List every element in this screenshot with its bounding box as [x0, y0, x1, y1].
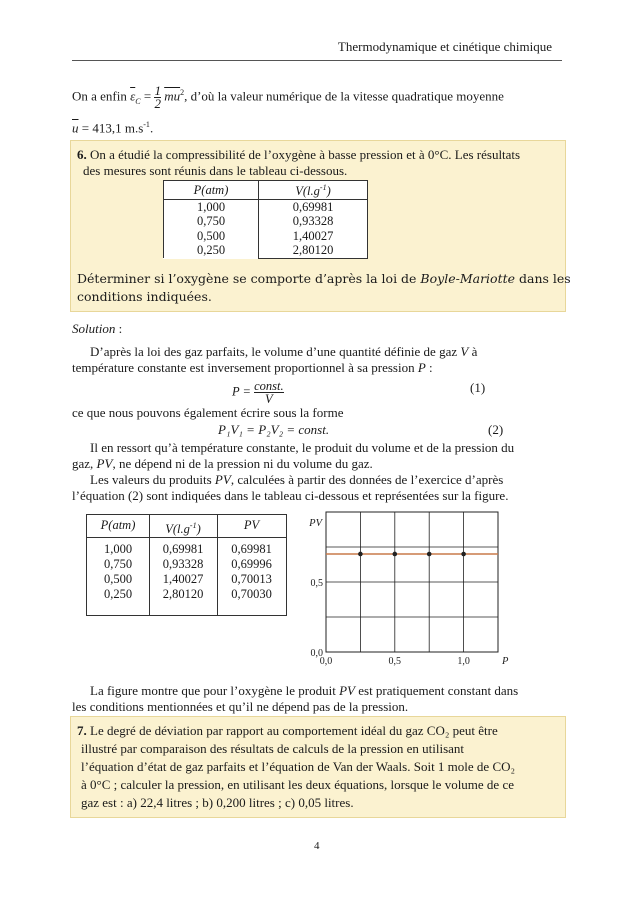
p-value: 0,750	[196, 214, 226, 229]
solution-colon: :	[115, 321, 123, 336]
mu-term: $\overline{mu}$	[164, 88, 181, 104]
header-v-exp: -1	[319, 183, 327, 192]
y-tick-label: 0,0	[310, 648, 323, 659]
page-number: 4	[314, 840, 320, 852]
page-header: Thermodynamique et cinétique chimique	[337, 39, 552, 54]
v-value: 0,69981	[162, 542, 204, 556]
conclusion-line-2: les conditions mentionnées et qu’il ne dépend pas de la pression.	[72, 699, 409, 714]
p-value: 1,000	[196, 199, 226, 214]
table-row	[164, 199, 368, 258]
header-v-end: )	[326, 184, 331, 199]
intro-suffix: , d’où la valeur numérique de la vitesse quadratique moyenne	[184, 88, 504, 104]
v-value: 2,80120	[292, 243, 334, 258]
eq1-lhs: P =	[232, 384, 251, 399]
q6-text-3b: dans les	[515, 271, 571, 286]
p-value: 1,000	[103, 542, 133, 556]
data-point	[427, 552, 432, 557]
x-tick-label: 0,5	[388, 656, 402, 667]
table-header-p: P(atm)	[164, 181, 259, 200]
q7-line-3: l’équation d’état de gaz parfaits et l’équation de Van der Waals. Soit 1 mole de CO₂	[81, 759, 516, 774]
pv-header-v	[149, 518, 217, 537]
concl-text-1b: est pratiquement constant dans	[354, 683, 519, 698]
law-name: Boyle-Mariotte	[420, 271, 516, 286]
sol-text-5a: gaz,	[72, 456, 97, 471]
q7-line-2: illustré par comparaison des résultats de calculs de la pression en utilisant	[81, 741, 465, 756]
q6-text-1: On a étudié la compressibilité de l’oxygène à basse pression et à 0°C. Les résultats	[86, 147, 521, 162]
solution-para-6	[90, 472, 584, 488]
x-tick-label: 0,0	[319, 656, 333, 667]
intro-line-2	[72, 117, 566, 136]
q6-data-table	[163, 180, 368, 259]
pv-value: 0,69981	[231, 542, 272, 556]
solution-para-3: ce que nous pouvons également écrire sous la forme	[72, 405, 344, 420]
sol-text-1a: D’après la loi des gaz parfaits, le volume d’une quantité définie de gaz	[90, 344, 461, 359]
concl-text-1a: La figure montre que pour l’oxygène le produit	[90, 683, 340, 698]
y-axis-label: PV	[309, 518, 322, 529]
solution-para-4: Il en ressort qu’à température constante, le produit du volume et de la pression du	[90, 440, 515, 455]
conclusion-line-1	[90, 683, 584, 699]
solution-label: Solution	[72, 321, 116, 336]
pv-header-pv: PV	[243, 518, 260, 532]
sol-var-v: V	[460, 344, 469, 359]
mu-square: 2	[180, 88, 185, 98]
u-value: = 413,1 m.s	[81, 120, 144, 136]
solution-para-7: l’équation (2) sont indiquées dans le tableau ci-dessous et représentées sur la figure.	[72, 488, 509, 503]
pv-value: 0,70030	[231, 587, 272, 601]
pv-header-v-end: )	[196, 522, 201, 537]
v-value: 0,93328	[292, 214, 334, 229]
pv-header-p: P(atm)	[100, 518, 136, 532]
intro-eq: =	[143, 88, 152, 104]
p-value: 0,500	[103, 572, 133, 586]
q6-line-1	[77, 147, 520, 163]
q7-line-5: gaz est : a) 22,4 litres ; b) 0,200 litres ; c) 0,05 litres.	[81, 795, 354, 810]
table-cell-p	[164, 199, 259, 258]
solution-label-line	[72, 321, 566, 337]
intro-prefix: On a enfin	[72, 88, 127, 104]
p-value: 0,500	[196, 228, 226, 243]
u-exponent: -1	[143, 120, 150, 129]
eq1-fraction	[254, 380, 284, 405]
pv-column-pv	[217, 542, 286, 602]
ec-symbol: $\overline{\varepsilon}$	[130, 88, 136, 104]
y-tick-label: 0,5	[310, 578, 323, 589]
fraction-denominator: 2	[154, 96, 161, 111]
v-value: 1,40027	[292, 228, 334, 243]
sol-text-1b: à	[468, 344, 478, 359]
concl-var-pv: PV	[339, 683, 355, 698]
q6-line-2: des mesures sont réunis dans le tableau ci-dessous.	[83, 163, 348, 178]
pv-table	[86, 514, 287, 616]
sol-var-pv: PV	[96, 456, 113, 471]
intro-line-1	[72, 85, 566, 110]
solution-para-1	[90, 344, 584, 360]
v-value: 0,93328	[162, 557, 204, 571]
v-value: 0,69981	[292, 199, 334, 214]
p-value: 0,750	[103, 557, 133, 571]
intro-fraction	[154, 85, 161, 110]
sol-text-2a: température constante est inversement proportionnel à sa pression	[72, 360, 418, 375]
v-value: 1,40027	[162, 572, 204, 586]
equation-1-number: (1)	[470, 380, 486, 395]
data-point	[358, 552, 363, 557]
equation-1	[232, 380, 284, 405]
solution-para-5	[72, 456, 566, 472]
equation-2-number: (2)	[488, 422, 504, 437]
q7-line-1	[77, 723, 498, 739]
equation-2: P₁V₁ = P₂V₂ = const.	[218, 422, 330, 437]
ec-sub: C	[135, 97, 141, 107]
data-point	[461, 552, 466, 557]
solution-para-2	[72, 360, 566, 376]
sol-text-5b: , ne dépend ni de la pression ni du volume du gaz.	[112, 456, 373, 471]
sol-text-6b: , calculées à partir des données de l’exercice d’après	[230, 472, 504, 487]
q7-line-4: à 0°C ; calculer la pression, en utilisant les deux équations, lorsque le volume de ce	[81, 777, 514, 792]
table-header-row	[164, 181, 368, 200]
u-end: .	[149, 120, 154, 136]
sol-var-pv-2: PV	[214, 472, 231, 487]
sol-text-2b: :	[425, 360, 433, 375]
question-7-box	[70, 716, 566, 818]
q6-text-3a: Déterminer si l’oxygène se comporte d’après la loi de	[77, 271, 421, 286]
eq1-numerator: const.	[254, 379, 284, 393]
q6-number: 6.	[77, 147, 87, 162]
pv-value: 0,70013	[231, 572, 272, 586]
sol-var-p: P	[417, 360, 426, 375]
q7-number: 7.	[77, 723, 87, 738]
v-value: 2,80120	[162, 587, 204, 601]
sol-text-6a: Les valeurs du produits	[90, 472, 215, 487]
q6-line-4: conditions indiquées.	[77, 289, 212, 304]
p-value: 0,250	[196, 243, 226, 258]
pv-chart	[300, 506, 510, 672]
table-header-v	[259, 181, 368, 200]
q6-line-3	[77, 271, 571, 287]
p-value: 0,250	[103, 587, 133, 601]
header-v-text: V(l.g	[295, 184, 320, 199]
pv-value: 0,69996	[231, 557, 272, 571]
x-tick-label: 1,0	[457, 656, 470, 667]
table-cell-v	[259, 199, 368, 258]
fraction-numerator: 1	[154, 83, 161, 98]
header-rule	[72, 60, 562, 61]
u-symbol: $\overline{u}$	[72, 120, 79, 136]
question-6-box	[70, 140, 571, 312]
x-axis-label: P	[502, 656, 509, 667]
pv-header-v-exp: -1	[189, 521, 197, 530]
q7-text-1: Le degré de déviation par rapport au comportement idéal du gaz CO₂ peut être	[86, 723, 498, 738]
data-point	[393, 552, 398, 557]
pv-column-v	[149, 542, 217, 602]
eq1-denominator: V	[265, 392, 273, 406]
pv-header-v-text: V(l.g	[165, 522, 190, 537]
pv-column-p	[87, 542, 149, 602]
